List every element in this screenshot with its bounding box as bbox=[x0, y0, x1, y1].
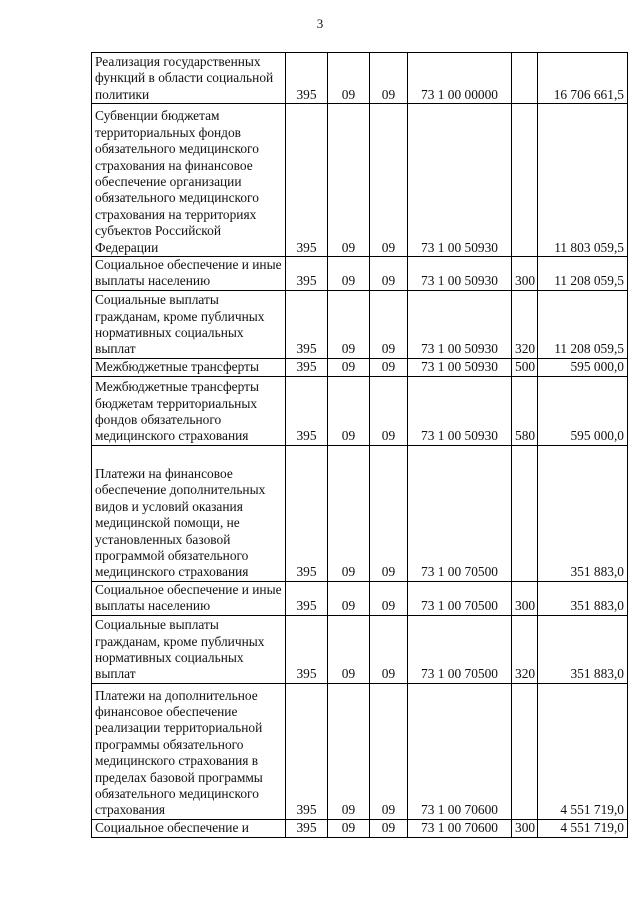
row-target-article-code: 73 1 00 70600 bbox=[408, 819, 512, 837]
table-row bbox=[92, 581, 628, 615]
row-section-code: 09 bbox=[328, 683, 370, 819]
row-target-article-code: 73 1 00 50930 bbox=[408, 257, 512, 291]
row-target-article-code: 73 1 00 50930 bbox=[408, 376, 512, 445]
row-expense-type-code bbox=[512, 445, 538, 581]
row-target-article-code: 73 1 00 70500 bbox=[408, 615, 512, 683]
row-section-code: 09 bbox=[328, 581, 370, 615]
table-row bbox=[92, 445, 628, 581]
row-expense-type-code: 320 bbox=[512, 290, 538, 358]
row-amount: 351 883,0 bbox=[538, 445, 628, 581]
table-row bbox=[92, 358, 628, 376]
row-expense-type-code: 300 bbox=[512, 581, 538, 615]
row-name: Социальное обеспечение и иные выплаты населению bbox=[92, 581, 286, 615]
table-row bbox=[92, 53, 628, 104]
row-subsection-code: 09 bbox=[370, 290, 408, 358]
row-amount: 351 883,0 bbox=[538, 581, 628, 615]
row-section-code: 09 bbox=[328, 819, 370, 837]
row-section-code: 09 bbox=[328, 358, 370, 376]
row-amount: 11 208 059,5 bbox=[538, 257, 628, 291]
row-ved-code: 395 bbox=[286, 376, 328, 445]
row-subsection-code: 09 bbox=[370, 615, 408, 683]
row-ved-code: 395 bbox=[286, 581, 328, 615]
row-name: Реализация государственных функций в области социальной политики bbox=[92, 53, 286, 104]
row-ved-code: 395 bbox=[286, 53, 328, 104]
row-amount: 11 208 059,5 bbox=[538, 290, 628, 358]
row-section-code: 09 bbox=[328, 376, 370, 445]
table-row bbox=[92, 819, 628, 837]
row-subsection-code: 09 bbox=[370, 683, 408, 819]
row-target-article-code: 73 1 00 50930 bbox=[408, 290, 512, 358]
row-amount: 595 000,0 bbox=[538, 358, 628, 376]
row-section-code: 09 bbox=[328, 257, 370, 291]
row-amount: 4 551 719,0 bbox=[538, 819, 628, 837]
row-ved-code: 395 bbox=[286, 445, 328, 581]
row-section-code: 09 bbox=[328, 104, 370, 257]
row-target-article-code: 73 1 00 70500 bbox=[408, 445, 512, 581]
row-subsection-code: 09 bbox=[370, 581, 408, 615]
row-ved-code: 395 bbox=[286, 257, 328, 291]
row-name: Социальные выплаты гражданам, кроме публичных нормативных социальных выплат bbox=[92, 290, 286, 358]
table-row bbox=[92, 290, 628, 358]
row-subsection-code: 09 bbox=[370, 376, 408, 445]
table-row bbox=[92, 615, 628, 683]
row-section-code: 09 bbox=[328, 615, 370, 683]
row-amount: 16 706 661,5 bbox=[538, 53, 628, 104]
row-ved-code: 395 bbox=[286, 683, 328, 819]
row-subsection-code: 09 bbox=[370, 257, 408, 291]
table-row bbox=[92, 104, 628, 257]
row-amount: 4 551 719,0 bbox=[538, 683, 628, 819]
table-row bbox=[92, 683, 628, 819]
row-expense-type-code bbox=[512, 683, 538, 819]
row-target-article-code: 73 1 00 50930 bbox=[408, 104, 512, 257]
row-ved-code: 395 bbox=[286, 358, 328, 376]
row-target-article-code: 73 1 00 70500 bbox=[408, 581, 512, 615]
row-expense-type-code: 300 bbox=[512, 257, 538, 291]
table-row bbox=[92, 257, 628, 291]
table-row bbox=[92, 376, 628, 445]
row-name: Социальное обеспечение и иные выплаты населению bbox=[92, 257, 286, 291]
row-name: Платежи на финансовое обеспечение дополнительных видов и условий оказания медицинской помощи, не установленных базовой программой обязательного медицинского страхования bbox=[92, 445, 286, 581]
row-expense-type-code bbox=[512, 104, 538, 257]
row-name: Межбюджетные трансферты bbox=[92, 358, 286, 376]
row-section-code: 09 bbox=[328, 290, 370, 358]
row-amount: 351 883,0 bbox=[538, 615, 628, 683]
row-amount: 595 000,0 bbox=[538, 376, 628, 445]
row-section-code: 09 bbox=[328, 53, 370, 104]
row-expense-type-code: 580 bbox=[512, 376, 538, 445]
row-expense-type-code: 500 bbox=[512, 358, 538, 376]
row-subsection-code: 09 bbox=[370, 53, 408, 104]
row-subsection-code: 09 bbox=[370, 104, 408, 257]
row-target-article-code: 73 1 00 00000 bbox=[408, 53, 512, 104]
row-name: Межбюджетные трансферты бюджетам территориальных фондов обязательного медицинского страхования bbox=[92, 376, 286, 445]
row-subsection-code: 09 bbox=[370, 445, 408, 581]
page-number: 3 bbox=[316, 16, 324, 31]
row-name: Платежи на дополнительное финансовое обеспечение реализации территориальной программы обязательного медицинского страхования в пределах базовой программы обязательного медицинского страхования bbox=[92, 683, 286, 819]
row-amount: 11 803 059,5 bbox=[538, 104, 628, 257]
row-name: Субвенции бюджетам территориальных фондов обязательного медицинского страхования на финансовое обеспечение организации обязательного медицинского страхования на территориях субъектов Российской Федерации bbox=[92, 104, 286, 257]
row-ved-code: 395 bbox=[286, 104, 328, 257]
budget-table bbox=[91, 52, 628, 838]
row-expense-type-code bbox=[512, 53, 538, 104]
row-subsection-code: 09 bbox=[370, 819, 408, 837]
row-ved-code: 395 bbox=[286, 615, 328, 683]
row-expense-type-code: 320 bbox=[512, 615, 538, 683]
row-name: Социальное обеспечение и bbox=[92, 819, 286, 837]
row-ved-code: 395 bbox=[286, 819, 328, 837]
row-name: Социальные выплаты гражданам, кроме публичных нормативных социальных выплат bbox=[92, 615, 286, 683]
row-expense-type-code: 300 bbox=[512, 819, 538, 837]
row-section-code: 09 bbox=[328, 445, 370, 581]
row-ved-code: 395 bbox=[286, 290, 328, 358]
row-subsection-code: 09 bbox=[370, 358, 408, 376]
row-target-article-code: 73 1 00 70600 bbox=[408, 683, 512, 819]
row-target-article-code: 73 1 00 50930 bbox=[408, 358, 512, 376]
